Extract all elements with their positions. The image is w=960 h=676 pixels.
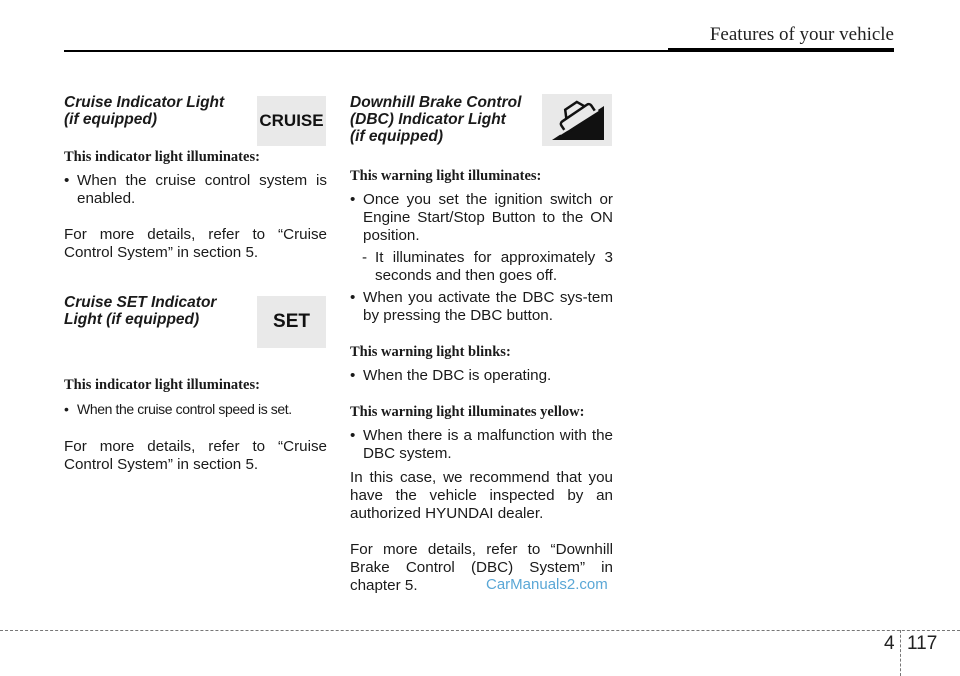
page-number: 117 (907, 633, 938, 654)
cruise-set-reference: For more details, refer to “Cruise Control System” in section 5. (64, 438, 327, 473)
cruise-reference: For more details, refer to “Cruise Control System” in section 5. (64, 226, 327, 261)
cruise-set-bullet: • When the cruise control speed is set. (64, 400, 327, 418)
downhill-car-icon (542, 94, 612, 146)
cruise-set-title-line2: Light (if equipped) (64, 311, 200, 328)
cruise-title-line1: Cruise Indicator Light (64, 94, 225, 111)
watermark: CarManuals2.com (486, 576, 608, 593)
page-divider (900, 630, 901, 676)
dbc-recommendation: In this case, we recommend that you have the vehicle inspected by an authorized HYUNDAI dealer. (350, 469, 613, 522)
dbc-dash-duration: - It illuminates for approximately 3 seconds and then goes off. (350, 249, 613, 285)
dbc-title-line1: Downhill Brake Control (350, 94, 522, 111)
left-column (64, 94, 327, 474)
cruise-subheading: This indicator light illuminates: (64, 149, 260, 165)
dbc-subheading-illuminates: This warning light illuminates: (350, 168, 542, 184)
dbc-bullet-operating: • When the DBC is operating. (350, 367, 613, 385)
footer-rule (0, 630, 960, 631)
cruise-title-line2: (if equipped) (64, 111, 157, 128)
dbc-reference: For more details, refer to “Downhill Brake Control (DBC) System” in chapter 5. (350, 541, 613, 594)
dbc-subheading-yellow: This warning light illuminates yellow: (350, 404, 585, 420)
header-rule-accent (668, 48, 894, 52)
dbc-title-line2: (DBC) Indicator Light (350, 111, 506, 128)
cruise-set-indicator-icon: SET (257, 296, 326, 348)
header-title: Features of your vehicle (709, 24, 894, 45)
dbc-bullet-malfunction: • When there is a malfunction with the DBC system. (350, 427, 613, 463)
dbc-bullet-ignition: • Once you set the ignition switch or Engine Start/Stop Button to the ON position. (350, 191, 613, 245)
cruise-bullet: • When the cruise control system is enabled. (64, 172, 327, 208)
cruise-indicator-icon: CRUISE (257, 96, 326, 146)
chapter-number: 4 (884, 633, 895, 654)
dbc-title-line3: (if equipped) (350, 128, 443, 145)
cruise-set-subheading: This indicator light illuminates: (64, 377, 260, 393)
right-column (350, 94, 613, 595)
dbc-subheading-blinks: This warning light blinks: (350, 344, 511, 360)
cruise-set-title-line1: Cruise SET Indicator (64, 294, 217, 311)
dbc-bullet-activate: • When you activate the DBC sys-tem by pressing the DBC button. (350, 289, 613, 325)
